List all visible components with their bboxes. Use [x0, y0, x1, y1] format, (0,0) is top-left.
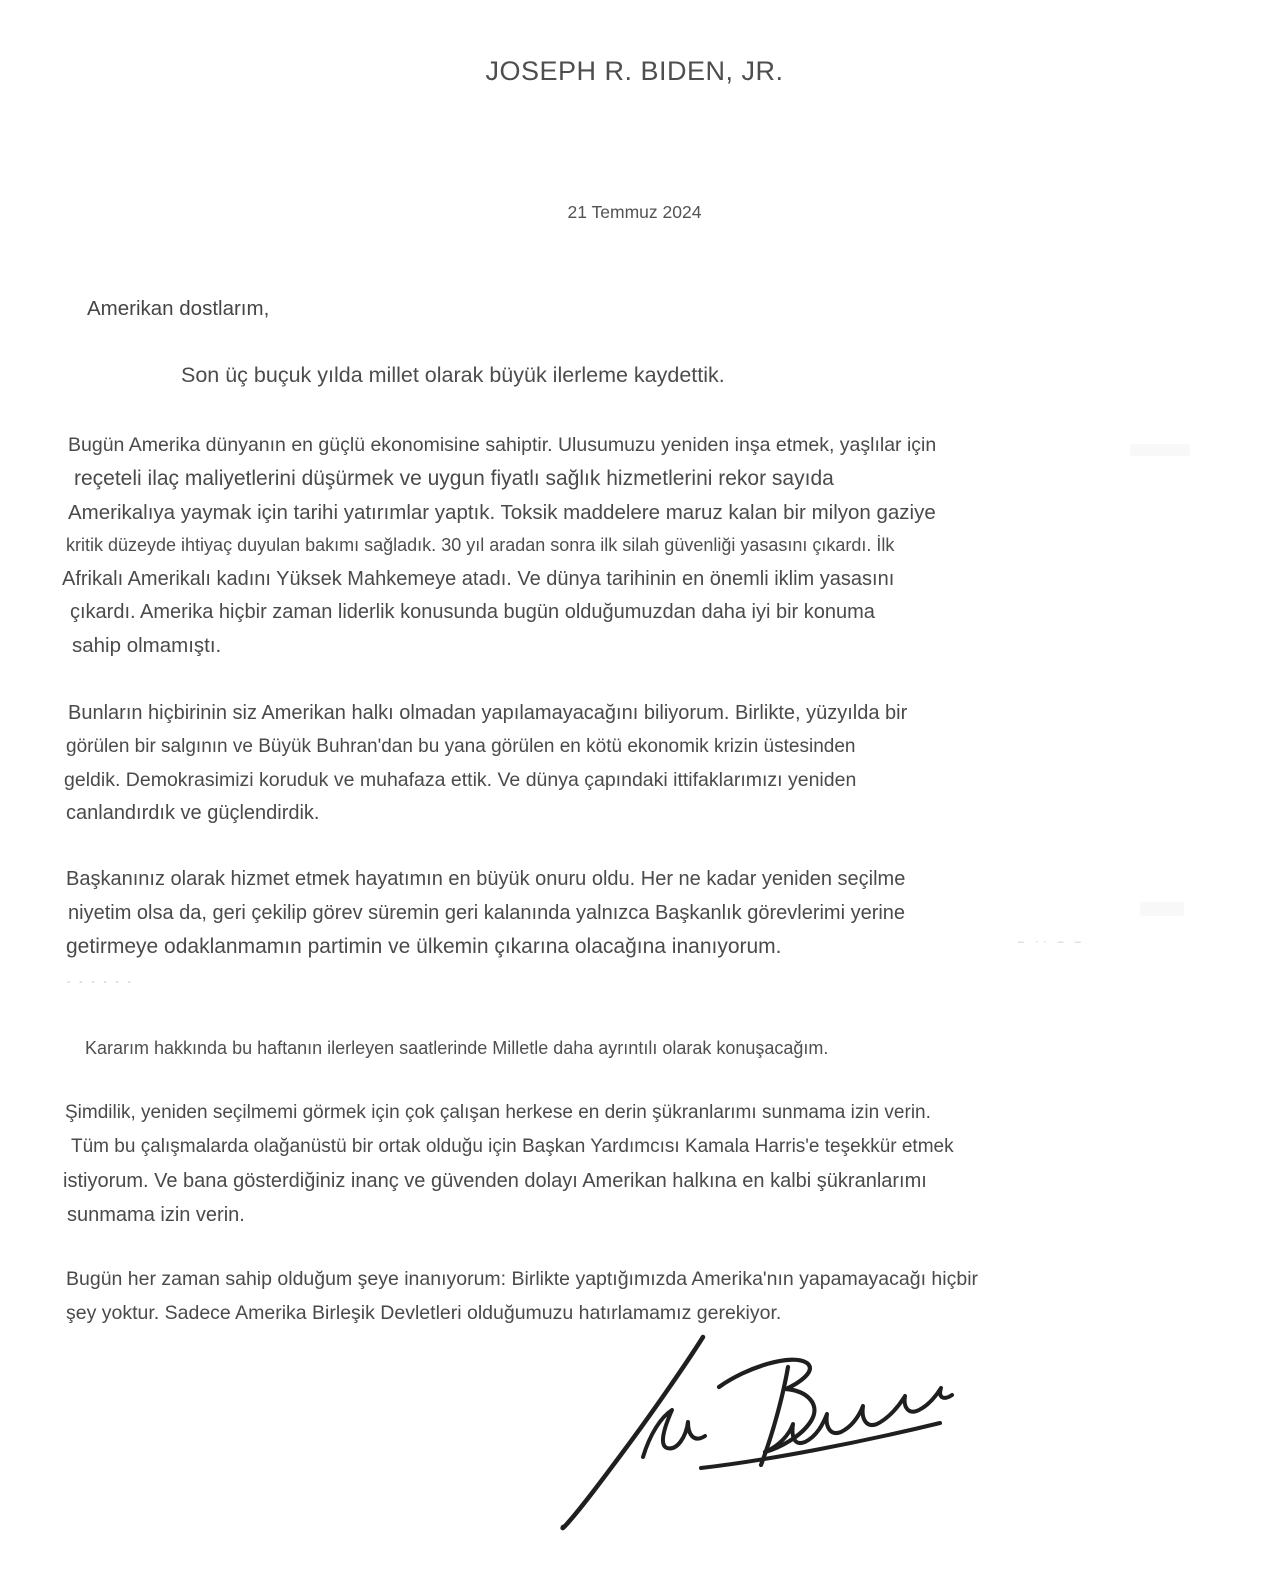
paragraph-together — [64, 697, 907, 830]
text-line: Başkanınız olarak hizmet etmek hayatımın en büyük onuru oldu. Her ne kadar yeniden seçilme — [66, 868, 906, 890]
paragraph-closing — [66, 1262, 978, 1330]
text-line: görülen bir salgının ve Büyük Buhran'dan bu yana görülen en kötü ekonomik krizin üstesinden — [66, 736, 856, 758]
signature-icon — [540, 1328, 960, 1563]
text-line: geldik. Demokrasimizi koruduk ve muhafaza ettik. Ve dünya çapındaki ittifaklarımızı yeniden — [64, 768, 857, 791]
text-line: sahip olmamıştı. — [72, 634, 222, 658]
paragraph-gratitude — [63, 1096, 954, 1232]
text-line: şey yoktur. Sadece Amerika Birleşik Devletleri olduğumuzu hatırlamamız gerekiyor. — [66, 1302, 782, 1325]
text-line: Bugün Amerika dünyanın en güçlü ekonomisine sahiptir. Ulusumuzu yeniden inşa etmek, yaşlılar için — [68, 434, 937, 456]
text-line: canlandırdık ve güçlendirdik. — [66, 801, 320, 824]
text-line: kritik düzeyde ihtiyaç duyulan bakımı sağladık. 30 yıl aradan sonra ilk silah güvenliği yasasını çıkardı. İlk — [66, 535, 895, 556]
text-line: çıkardı. Amerika hiçbir zaman liderlik konusunda bugün olduğumuzdan daha iyi bir konuma — [70, 601, 875, 624]
salutation: Amerikan dostlarım, — [87, 297, 270, 320]
scan-smudge — [1140, 902, 1184, 916]
joe-biden-signature — [540, 1328, 960, 1563]
opening-line: Son üç buçuk yılda millet olarak büyük ilerleme kaydettik. — [181, 363, 725, 387]
paragraph-address-nation — [85, 1032, 828, 1065]
text-line: Bugün her zaman sahip olduğum şeye inanıyorum: Birlikte yaptığımızda Amerika'nın yapamayacağı hiçbir — [66, 1268, 979, 1290]
text-line: reçeteli ilaç maliyetlerini düşürmek ve uygun fiyatlı sağlık hizmetlerini rekor sayıda — [74, 467, 834, 491]
text-line: Tüm bu çalışmalarda olağanüstü bir ortak olduğu için Başkan Yardımcısı Kamala Harris'e teşekkür etmek — [71, 1136, 954, 1157]
text-line: Afrikalı Amerikalı kadını Yüksek Mahkemeye atadı. Ve dünya tarihinin en önemli iklim yasasını — [62, 567, 895, 590]
text-line: getirmeye odaklanmamın partimin ve ülkemin çıkarına olacağına inanıyorum. — [66, 935, 782, 959]
scan-artifact-left-dashes: - - - - - - — [67, 977, 134, 988]
text-line: sunmama izin verin. — [67, 1204, 245, 1226]
scan-artifact-trailing-marks: – ·· – – — [1018, 936, 1085, 948]
text-line: niyetim olsa da, geri çekilip görev süremin geri kalanında yalnızca Başkanlık görevlerimi yerine — [68, 901, 906, 924]
text-line: istiyorum. Ve bana gösterdiğiniz inanç ve güvenden dolayı Amerikan halkına en kalbi şükranlarımı — [63, 1170, 927, 1192]
text-line: Şimdilik, yeniden seçilmemi görmek için çok çalışan herkese en derin şükranlarımı sunmama izin verin. — [65, 1102, 931, 1123]
scan-smudge — [1130, 444, 1190, 456]
paragraph-accomplishments — [62, 429, 936, 663]
letter-date: 21 Temmuz 2024 — [567, 202, 702, 222]
letterhead-title: JOSEPH R. BIDEN, JR. — [485, 56, 784, 86]
text-line: Kararım hakkında bu haftanın ilerleyen saatlerinde Milletle daha ayrıntılı olarak konuşacağım. — [85, 1038, 829, 1058]
text-line: Bunların hiçbirinin siz Amerikan halkı olmadan yapılamayacağını biliyorum. Birlikte, yüzyılda bir — [68, 702, 908, 724]
text-line: Amerikalıya yaymak için tarihi yatırımlar yaptık. Toksik maddelere maruz kalan bir milyon gaziye — [68, 500, 936, 524]
paragraph-decision — [66, 863, 905, 964]
